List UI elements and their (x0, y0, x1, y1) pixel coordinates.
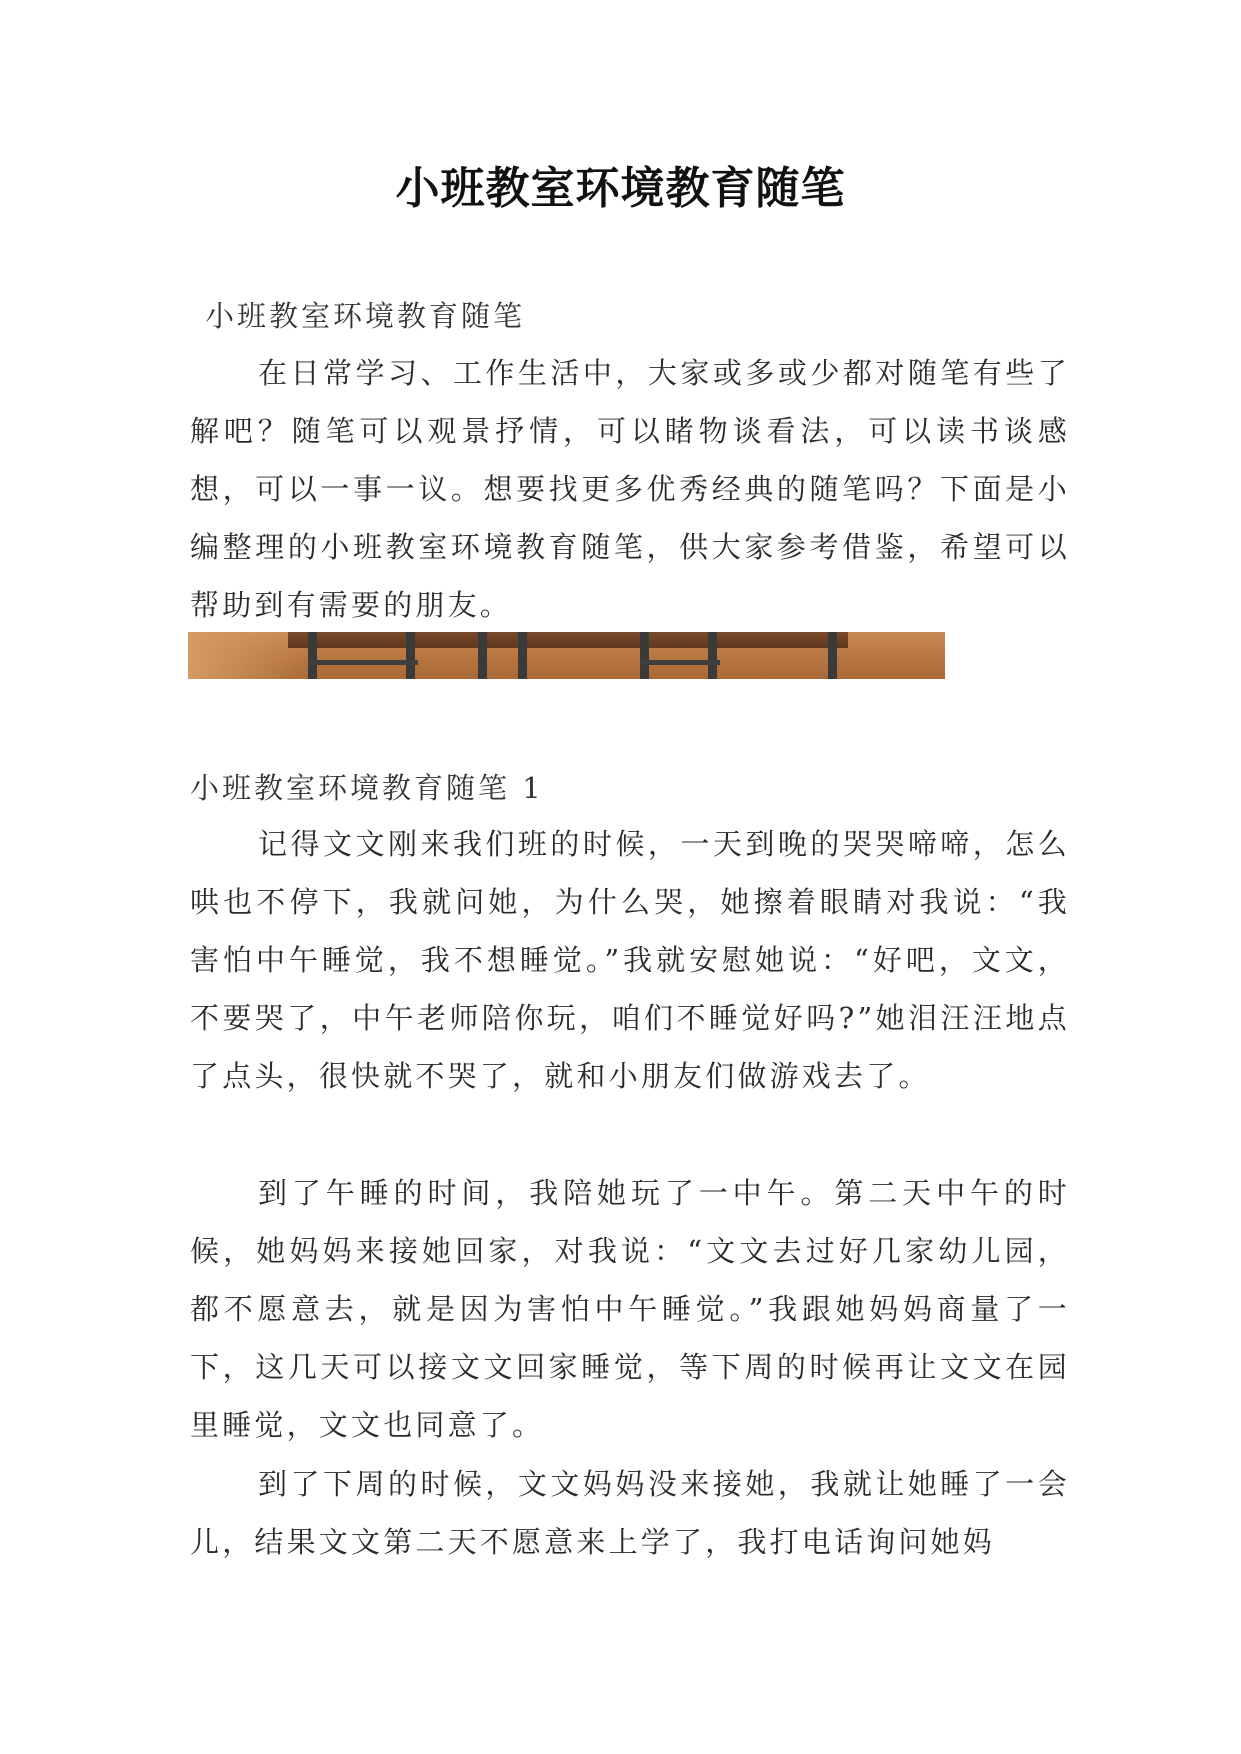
body-paragraph: 到了午睡的时间，我陪她玩了一中午。第二天中午的时候，她妈妈来接她回家，对我说：“文文去过好几家幼儿园，都不愿意去，就是因为害怕中午睡觉。”我跟她妈妈商量了一下，这几天可以接文文回家睡觉，等下周的时候再让文文在园里睡觉，文文也同意了。 (190, 1176, 1070, 1442)
body-paragraph: 记得文文刚来我们班的时候，一天到晚的哭哭啼啼，怎么哄也不停下，我就问她，为什么哭，她擦着眼睛对我说：“我害怕中午睡觉，我不想睡觉。”我就安慰她说：“好吧，文文，不要哭了，中午老师陪你玩，咱们不睡觉好吗?”她泪汪汪地点了点头，很快就不哭了，就和小朋友们做游戏去了。 (190, 827, 1070, 1093)
body-paragraph: 到了下周的时候，文文妈妈没来接她，我就让她睡了一会儿，结果文文第二天不愿意来上学了，我打电话询问她妈 (190, 1467, 1070, 1559)
photo-desk-leg (708, 632, 717, 679)
document-subtitle: 小班教室环境教育随笔 (205, 299, 526, 333)
intro-paragraph: 在日常学习、工作生活中，大家或多或少都对随笔有些了解吧？随笔可以观景抒情，可以睹物谈看法，可以读书谈感想，可以一事一议。想要找更多优秀经典的随笔吗？下面是小编整理的小班教室环境教育随笔，供大家参考借鉴，希望可以帮助到有需要的朋友。 (190, 356, 1070, 622)
photo-desk-leg (640, 632, 649, 679)
photo-chair-bar (640, 660, 720, 665)
page-title: 小班教室环境教育随笔 (395, 163, 846, 214)
photo-desk-leg (828, 632, 837, 679)
section-heading: 小班教室环境教育随笔 1 (190, 771, 544, 805)
photo-desk-top (288, 632, 848, 648)
photo-desk-leg (478, 632, 487, 679)
photo-desk-leg (308, 632, 317, 679)
photo-desk-leg (406, 632, 415, 679)
classroom-photo (188, 632, 945, 679)
photo-chair-bar (308, 660, 418, 665)
photo-desk-leg (518, 632, 527, 679)
